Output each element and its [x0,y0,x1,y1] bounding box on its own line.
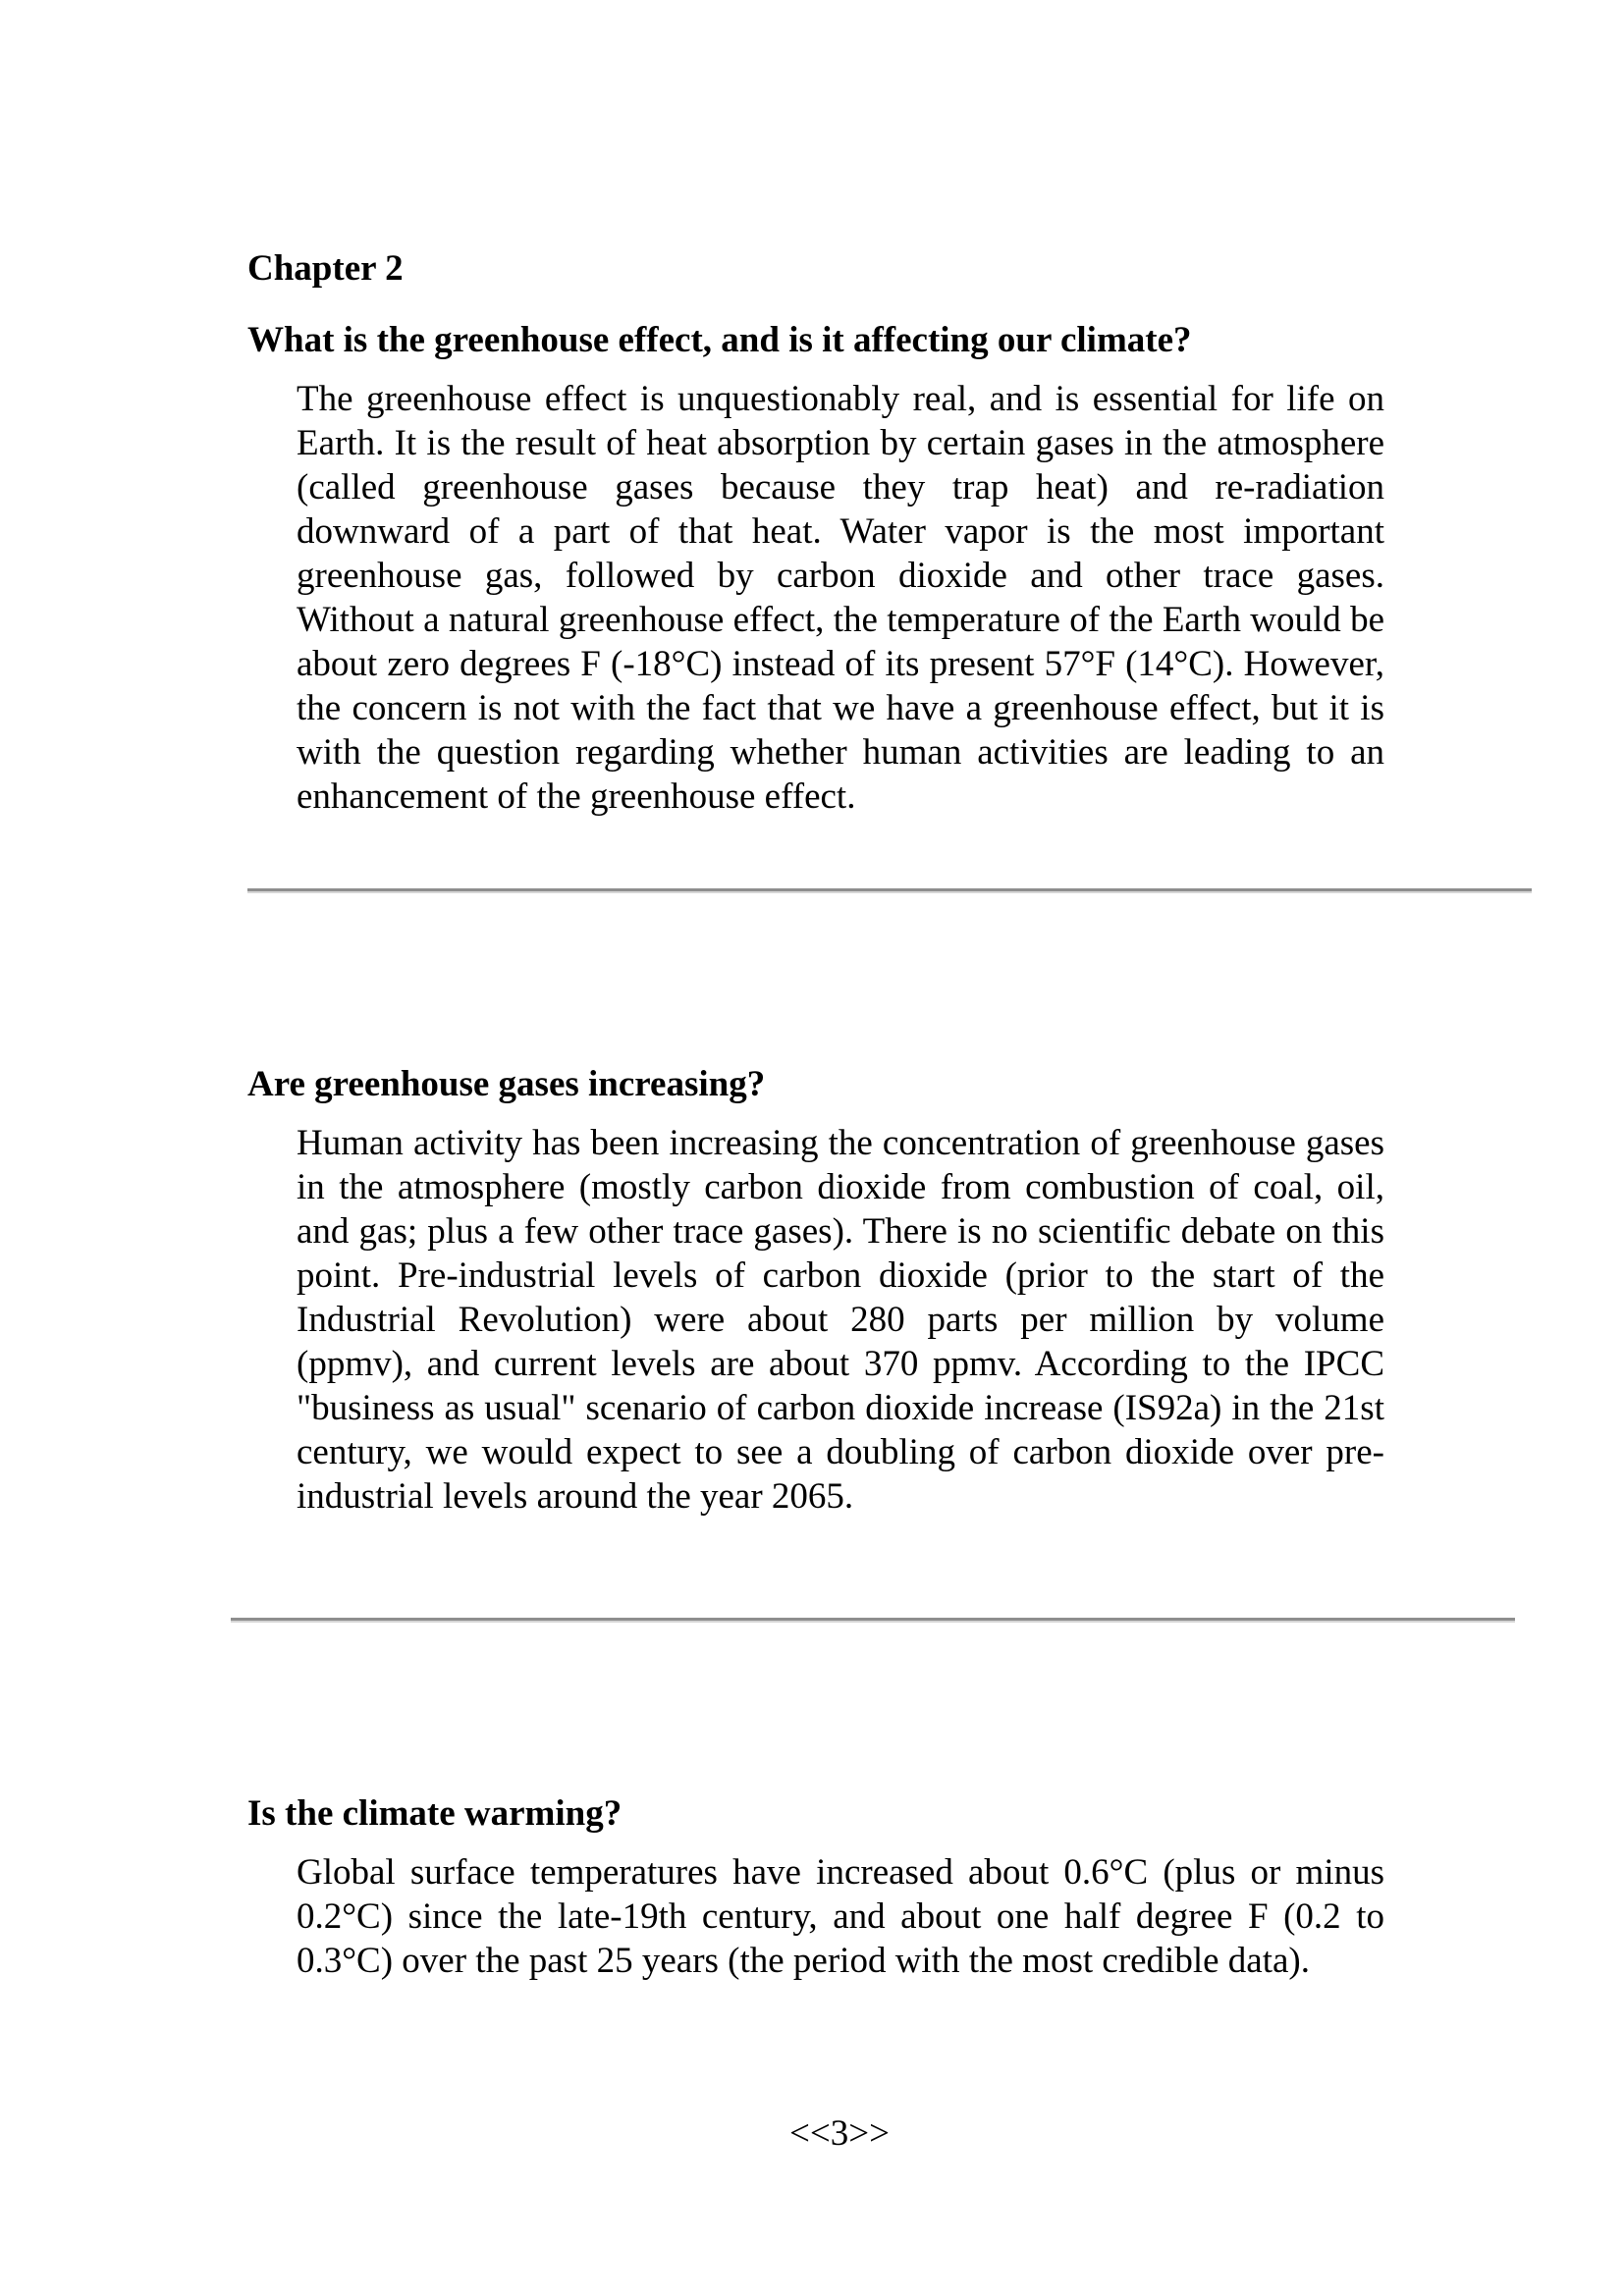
page-number: <<3>> [789,2113,890,2154]
section-heading-climate-warming: Is the climate warming? [247,1793,623,1834]
section-body-greenhouse-effect: The greenhouse effect is unquestionably real, and is essential for life on Earth. It is the result of heat absorption by certain gases in the atmosphere (called greenhouse gases because they trap heat) and re-radiation downward of a part of that heat. Water vapor is the most important greenhouse gas, followed by carbon dioxide and other trace gases. Without a natural greenhouse effect, the temperature of the Earth would be about zero degrees F (-18°C) instead of its present 57°F (14°C). However, the concern is not with the fact that we have a greenhouse effect, but it is with the question regarding whether human activities are leading to an enhancement of the greenhouse effect. [297,379,1384,817]
section-divider [231,1618,1515,1623]
section-divider [247,888,1532,893]
section-body-climate-warming: Global surface temperatures have increased about 0.6°C (plus or minus 0.2°C) since the late-19th century, and about one half degree F (0.2 to 0.3°C) over the past 25 years (the period with the most credible data). [297,1852,1384,1981]
section-heading-greenhouse-gases: Are greenhouse gases increasing? [247,1064,766,1104]
chapter-label: Chapter 2 [247,248,404,289]
section-heading-greenhouse-effect: What is the greenhouse effect, and is it affecting our climate? [247,320,1192,360]
section-body-greenhouse-gases: Human activity has been increasing the concentration of greenhouse gases in the atmosphere (mostly carbon dioxide from combustion of coal, oil, and gas; plus a few other trace gases). There is no scientific debate on this point. Pre-industrial levels of carbon dioxide (prior to the start of the Industrial Revolution) were about 280 parts per million by volume (ppmv), and current levels are about 370 ppmv. According to the IPCC "business as usual" scenario of carbon dioxide increase (IS92a) in the 21st century, we would expect to see a doubling of carbon dioxide over pre-industrial levels around the year 2065. [297,1123,1384,1517]
